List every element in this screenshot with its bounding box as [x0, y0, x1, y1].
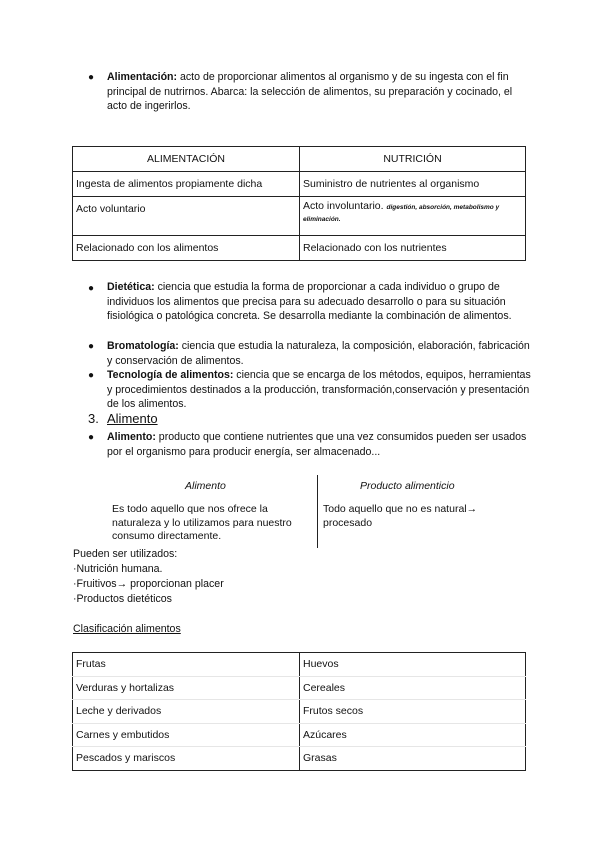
alimentacion-nutricion-table — [72, 146, 526, 261]
section-number: 3. — [88, 411, 99, 426]
table-cell: Acto voluntario — [73, 197, 300, 236]
uses-item: ·Productos dietéticos — [73, 593, 172, 605]
term: Tecnología de alimentos: — [107, 369, 234, 381]
alimento-definition — [107, 430, 532, 459]
uses-item: ·Nutrición humana. — [73, 563, 163, 575]
table-cell: Cereales — [300, 676, 526, 700]
table-cell: Frutas — [73, 653, 300, 677]
bullet: ● — [88, 72, 95, 83]
definition-text: producto que contiene nutrientes que una vez consumidos pueden ser usados por el organismo para producir energía, ser almacenado... — [107, 431, 527, 458]
definition-text: ciencia que se encarga de los métodos, equipos, herramientas y procedimientos destinados a la producción, transformación,conservación y presentación de los alimentos. — [107, 369, 531, 411]
definition-text: ciencia que estudia la naturaleza, la composición, elaboración, fabricación y conservación de alimentos. — [107, 340, 530, 367]
tecnologia-definition — [107, 368, 532, 412]
uses-item: ·Fruitivos→ proporcionan placer — [73, 578, 224, 590]
table-cell: Huevos — [300, 653, 526, 677]
dietetica-definition — [107, 280, 532, 324]
term: Alimento: — [107, 431, 156, 443]
table-cell: Ingesta de alimentos propiamente dicha — [73, 172, 300, 197]
classification-table — [72, 652, 526, 771]
definition-text: acto de proporcionar alimentos al organismo y de su ingesta con el fin principal de nutrirnos. Abarca: la selección de alimentos, su preparación y cocinado, el acto de ingerirlos. — [107, 71, 513, 113]
compare-left-heading: Alimento — [185, 480, 226, 492]
bullet: ● — [88, 283, 95, 294]
classification-title: Clasificación alimentos — [73, 623, 181, 635]
table-cell: Carnes y embutidos — [73, 723, 300, 747]
table-cell: Suministro de nutrientes al organismo — [300, 172, 526, 197]
section-title: Alimento — [107, 411, 158, 426]
compare-left-text: Es todo aquello que nos ofrece la naturaleza y lo utilizamos para nuestro consumo directamente. — [112, 503, 292, 542]
term: Dietética: — [107, 281, 155, 293]
table-cell: Pescados y mariscos — [73, 747, 300, 771]
bullet: ● — [88, 432, 95, 443]
table-cell: Relacionado con los alimentos — [73, 236, 300, 261]
bullet: ● — [88, 370, 95, 381]
table-cell: Leche y derivados — [73, 700, 300, 724]
table-cell: Azúcares — [300, 723, 526, 747]
table-cell — [300, 197, 526, 236]
uses-intro: Pueden ser utilizados: — [73, 548, 178, 560]
table-cell: Verduras y hortalizas — [73, 676, 300, 700]
table-header: NUTRICIÓN — [300, 147, 526, 172]
compare-right-text: Todo aquello que no es natural→ procesado — [323, 503, 478, 529]
cell-text: Acto involuntario. — [303, 200, 384, 212]
compare-right-heading: Producto alimenticio — [360, 480, 455, 492]
table-header: ALIMENTACIÓN — [73, 147, 300, 172]
table-cell: Grasas — [300, 747, 526, 771]
bullet: ● — [88, 341, 95, 352]
cell-note: digestión, absorción, metabolismo y eliminación. — [303, 204, 500, 223]
compare-divider — [317, 475, 318, 548]
term: Bromatología: — [107, 340, 179, 352]
alimentacion-definition — [107, 70, 532, 114]
bromatologia-definition — [107, 339, 532, 368]
table-cell: Relacionado con los nutrientes — [300, 236, 526, 261]
table-cell: Frutos secos — [300, 700, 526, 724]
term: Alimentación: — [107, 71, 178, 83]
definition-text: ciencia que estudia la forma de proporcionar a cada individuo o grupo de individuos los alimentos que precisa para su adecuado desarrollo o para su situación fisiológica o patológica concreta. Se desarrolla mediante la combinación de alimentos. — [107, 281, 512, 323]
